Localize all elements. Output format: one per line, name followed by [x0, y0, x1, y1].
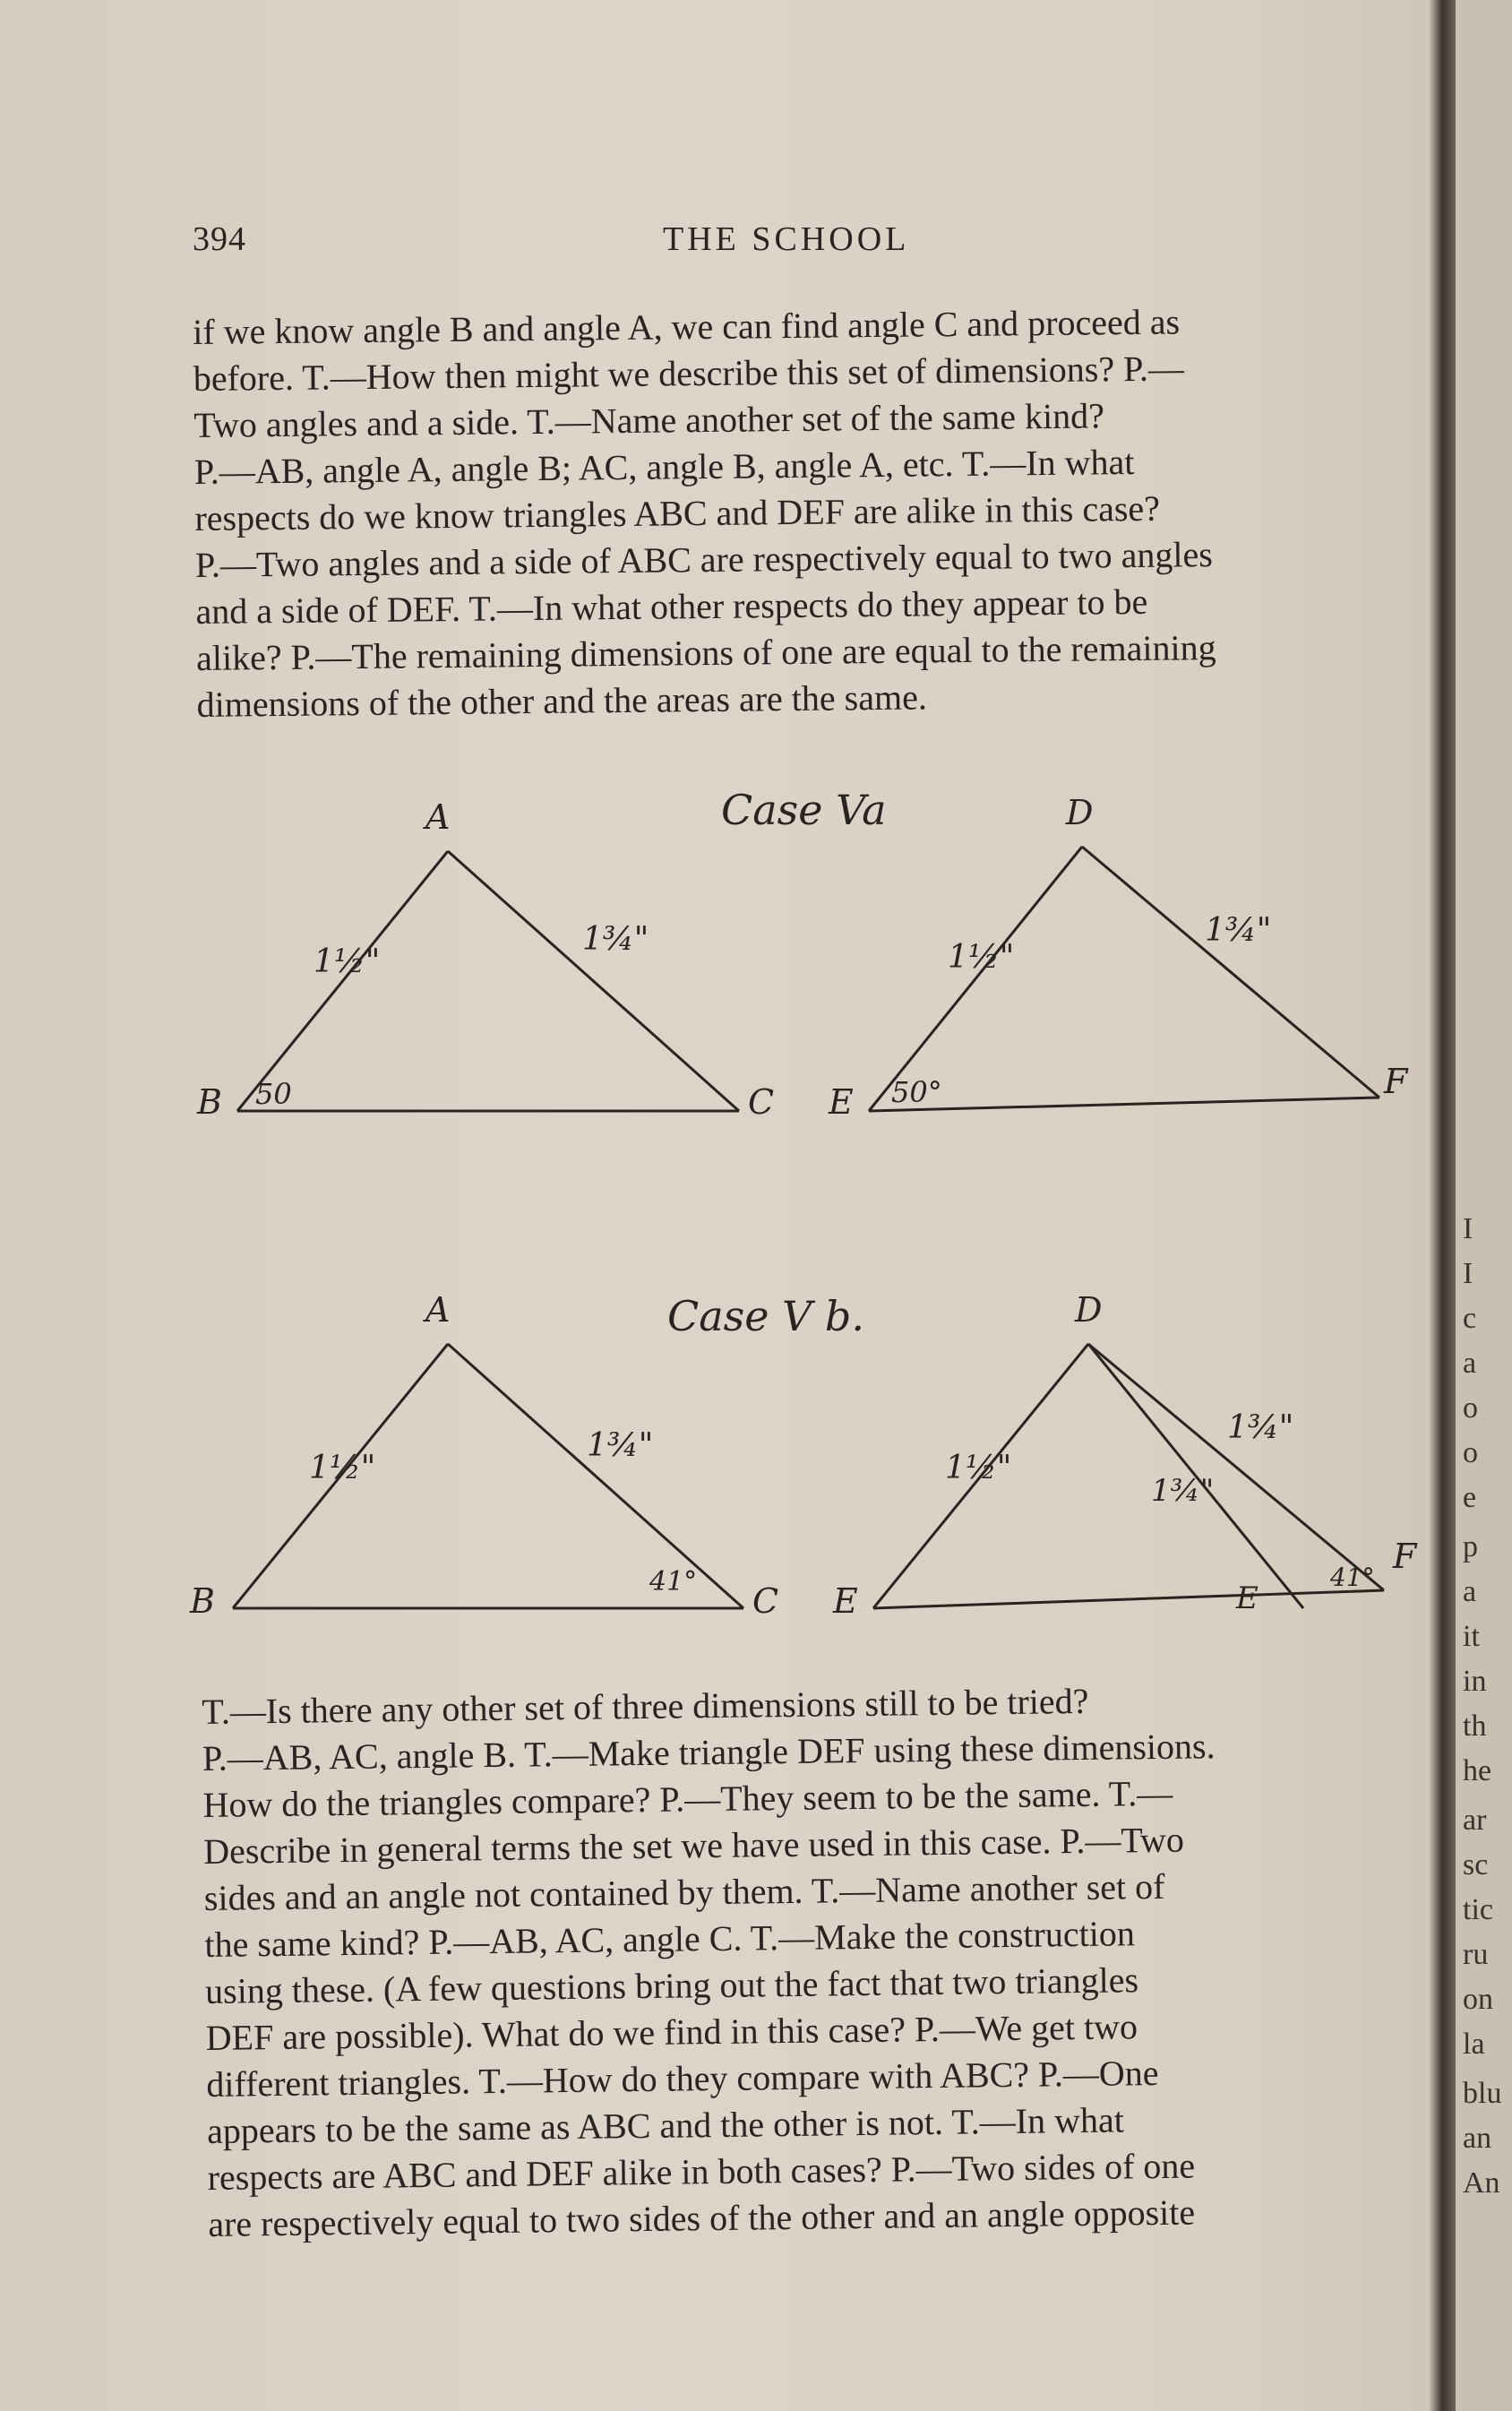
- page-fragment: tic: [1463, 1893, 1493, 1926]
- triangle-def-case-b: [832, 1290, 1418, 1621]
- angle-label-e: 50°: [891, 1075, 942, 1109]
- text-line: alike? P.—The remaining dimensions of one are equal to the remaining: [195, 627, 1216, 678]
- vertex-label-e-inner: E: [1236, 1580, 1259, 1616]
- text-line: using these. (A few questions bring out the fact that two triangles: [204, 1959, 1139, 2011]
- book-gutter: [1429, 0, 1456, 2411]
- text-line: How do the triangles compare? P.—They seem to be the same. T.—: [202, 1772, 1173, 1825]
- text-line: Two angles and a side. T.—Name another set of the same kind?: [193, 395, 1105, 445]
- text-line: and a side of DEF. T.—In what other respects do they appear to be: [195, 581, 1148, 632]
- text-line: P.—Two angles and a side of ABC are respectively equal to two angles: [194, 534, 1213, 585]
- adjacent-page-edge: [1456, 0, 1512, 2411]
- running-head: THE SCHOOL: [663, 220, 910, 258]
- text-line: P.—AB, AC, angle B. T.—Make triangle DEF using these dimensions.: [202, 1726, 1216, 1778]
- page-fragment: a: [1463, 1347, 1477, 1380]
- text-line: P.—AB, angle A, angle B; AC, angle B, angle A, etc. T.—In what: [193, 442, 1135, 492]
- vertex-label-c: C: [748, 1082, 775, 1122]
- page-fragment: th: [1463, 1709, 1487, 1743]
- vertex-label-f: F: [1393, 1537, 1417, 1576]
- page-number: 394: [193, 220, 246, 258]
- page-fragment: c: [1463, 1302, 1477, 1335]
- text-line: respects are ABC and DEF alike in both cases? P.—Two sides of one: [207, 2145, 1196, 2198]
- vertex-label-b: B: [190, 1581, 215, 1621]
- page-fragment: o: [1463, 1436, 1478, 1469]
- figure-svg: [179, 771, 1433, 1666]
- text-line: the same kind? P.—AB, AC, angle C. T.—Make the construction: [204, 1913, 1136, 1965]
- page-fragment: I: [1463, 1257, 1473, 1290]
- text-line: appears to be the same as ABC and the other is not. T.—In what: [206, 2099, 1125, 2151]
- text-line: dimensions of the other and the areas are the same.: [196, 676, 928, 725]
- text-line: Describe in general terms the set we have used in this case. P.—Two: [202, 1819, 1185, 1872]
- vertex-label-c: C: [752, 1581, 779, 1621]
- page-fragment: an: [1463, 2122, 1492, 2155]
- page-fragment: he: [1463, 1754, 1492, 1787]
- page-fragment: a: [1463, 1575, 1477, 1608]
- text-line: respects do we know triangles ABC and DEF are alike in this case?: [194, 487, 1161, 538]
- text-line: are respectively equal to two sides of the other and an angle opposite: [208, 2191, 1196, 2244]
- side-label-de-inner: 1¾": [1151, 1473, 1215, 1509]
- page-fragment: ru: [1463, 1938, 1489, 1971]
- side-label-ab: 1½": [314, 943, 381, 980]
- paragraph-bottom: [202, 1674, 1422, 2248]
- text-line: if we know angle B and angle A, we can find angle C and proceed as: [193, 301, 1181, 352]
- page-fragment: ar: [1463, 1804, 1487, 1837]
- angle-label-b: 50: [255, 1077, 292, 1111]
- page-header: [193, 220, 1393, 273]
- vertex-label-f: F: [1384, 1062, 1408, 1101]
- side-label-de: 1½": [948, 939, 1015, 976]
- caption-case-b: Case V b.: [667, 1292, 864, 1340]
- angle-label-c: 41°: [649, 1566, 698, 1597]
- vertex-label-e: E: [833, 1581, 858, 1621]
- vertex-label-b: B: [197, 1082, 222, 1122]
- side-label-de: 1½": [945, 1450, 1012, 1486]
- page-fragment: blu: [1463, 2077, 1502, 2110]
- text-line: DEF are possible). What do we find in this case? P.—We get two: [205, 2006, 1138, 2058]
- page-fragment: e: [1463, 1481, 1477, 1514]
- caption-case-a: Case Va: [721, 786, 887, 834]
- page-fragment: p: [1463, 1530, 1478, 1563]
- page-fragment: o: [1463, 1391, 1478, 1425]
- side-label-ac: 1¾": [582, 921, 649, 958]
- side-label-ab: 1½": [309, 1450, 376, 1486]
- page-fragment: An: [1463, 2166, 1500, 2200]
- vertex-label-d: D: [1075, 1290, 1103, 1330]
- page-fragment: la: [1463, 2028, 1485, 2061]
- triangle-abc-case-a: [196, 797, 774, 1122]
- text-line: before. T.—How then might we describe this set of dimensions? P.—: [193, 348, 1185, 399]
- page-fragment: on: [1463, 1983, 1493, 2016]
- page-fragment: sc: [1463, 1848, 1489, 1881]
- side-label-ac: 1¾": [587, 1427, 654, 1464]
- page-fragment: I: [1463, 1212, 1473, 1245]
- text-line: sides and an angle not contained by them. T.—Name another set of: [203, 1865, 1165, 1918]
- text-line: T.—Is there any other set of three dimensions still to be tried?: [202, 1680, 1089, 1732]
- vertex-label-a: A: [425, 797, 451, 837]
- page-fragment: in: [1463, 1665, 1487, 1698]
- vertex-label-a: A: [425, 1290, 451, 1330]
- page-fragment: it: [1463, 1620, 1480, 1653]
- side-label-df: 1¾": [1205, 912, 1272, 949]
- text-line: different triangles. T.—How do they compare with ABC? P.—One: [206, 2052, 1159, 2105]
- angle-label-f: 41°: [1330, 1563, 1375, 1592]
- vertex-label-e: E: [829, 1082, 854, 1122]
- paragraph-top: [193, 297, 1415, 728]
- vertex-label-d: D: [1066, 793, 1094, 832]
- triangle-figures: [179, 771, 1433, 1666]
- side-label-df: 1¾": [1227, 1409, 1294, 1446]
- triangle-def-case-a: [828, 793, 1409, 1122]
